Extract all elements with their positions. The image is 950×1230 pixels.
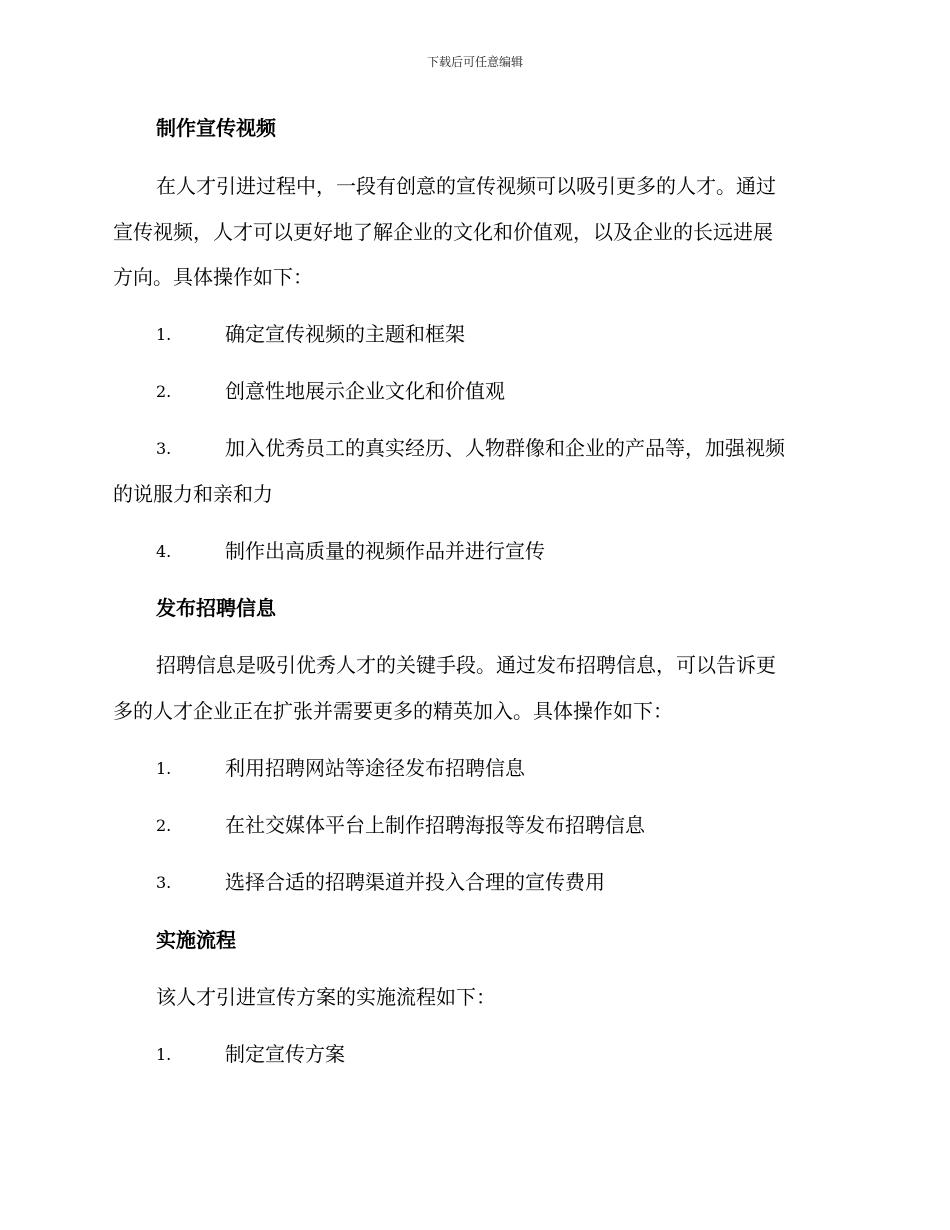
list-number: 2. [156,382,172,401]
section-heading-video: 制作宣传视频 [156,116,276,140]
list-text: 创意性地展示企业文化和价值观 [225,379,505,403]
list-number: 4. [156,542,172,561]
list-text: 在社交媒体平台上制作招聘海报等发布招聘信息 [225,813,645,837]
list-text: 选择合适的招聘渠道并投入合理的宣传费用 [225,870,605,894]
list-text: 利用招聘网站等途径发布招聘信息 [225,756,525,780]
paragraph-line: 在人才引进过程中，一段有创意的宣传视频可以吸引更多的人才。通过 [156,174,776,198]
list-text: 制定宣传方案 [225,1042,345,1066]
paragraph-line: 多的人才企业正在扩张并需要更多的精英加入。具体操作如下： [113,699,673,723]
list-item [156,377,846,405]
list-item [156,1040,846,1068]
list-number: 3. [156,439,172,458]
list-item [156,868,846,896]
paragraph-line: 招聘信息是吸引优秀人才的关键手段。通过发布招聘信息，可以告诉更 [156,653,776,677]
list-item [156,811,846,839]
list-number: 1. [156,759,172,778]
list-number: 1. [156,1045,172,1064]
list-number: 2. [156,816,172,835]
list-text: 加入优秀员工的真实经历、人物群像和企业的产品等，加强视频 [225,436,785,460]
list-item [156,434,846,462]
list-item-continuation: 的说服力和亲和力 [113,482,273,506]
paragraph-line: 宣传视频，人才可以更好地了解企业的文化和价值观，以及企业的长远进展 [113,220,773,244]
list-item [156,320,846,348]
list-number: 1. [156,325,172,344]
paragraph-line: 该人才引进宣传方案的实施流程如下： [156,985,496,1009]
list-text: 确定宣传视频的主题和框架 [225,322,465,346]
list-item [156,754,846,782]
list-item [156,537,846,565]
list-number: 3. [156,873,172,892]
section-heading-process: 实施流程 [156,928,236,952]
paragraph-line: 方向。具体操作如下： [113,265,313,289]
list-text: 制作出高质量的视频作品并进行宣传 [225,539,545,563]
section-heading-recruit: 发布招聘信息 [156,596,276,620]
page-header: 下载后可任意编辑 [426,55,523,69]
